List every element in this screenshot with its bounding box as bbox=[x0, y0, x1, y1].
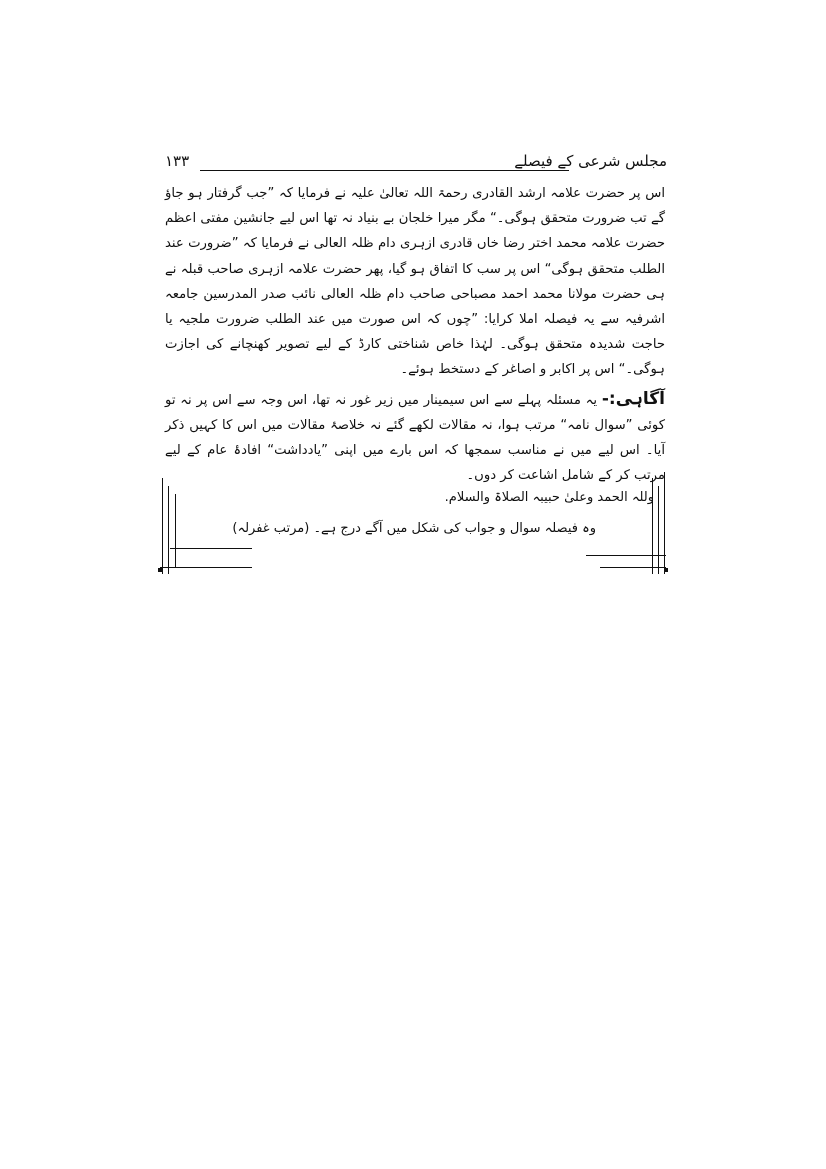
ornament-line bbox=[175, 494, 176, 568]
ornament-line bbox=[658, 486, 659, 574]
ornament-line bbox=[664, 472, 665, 574]
note-text: یہ مسئلہ پہلے سے اس سیمینار میں زیر غور نہ تھا، اس وجہ سے اس پر نہ تو کوئی ”سوال نامہ“ مرتب ہوا، نہ مقالات لکھے گئے نہ خلاصۂ مقالات میں اس کا کہیں ذکر آیا۔ اس لیے میں نے مناسب سمجھا کہ اس بارے میں اپنی ”یادداشت“ افادۂ عام کے لیے مرتب کر کے شامل اشاعت کر دوں۔ bbox=[165, 392, 665, 484]
ornament-line bbox=[160, 567, 252, 568]
ornament-square bbox=[158, 568, 162, 572]
ornament-line bbox=[586, 555, 666, 556]
ornament-line bbox=[168, 486, 169, 574]
closing-praise: وللہ الحمد وعلیٰ حبیبہ الصلاۃ والسلام. bbox=[444, 490, 654, 505]
note-label: آگاہی:- bbox=[601, 388, 665, 409]
ornament-line bbox=[162, 478, 163, 574]
running-title: مجلس شرعی کے فیصلے bbox=[514, 152, 667, 170]
paragraph-ruling: اس پر حضرت علامہ ارشد القادری رحمۃ اللہ تعالیٰ علیہ نے فرمایا کہ ”جب گرفتار ہو جاؤ گے تب ضرورت متحقق ہوگی۔“ مگر میرا خلجان بے بنیاد نہ تھا اس لیے جانشین مفتی اعظم حضرت علامہ محمد اختر رضا خاں قادری ازہری دام ظلہ العالی نے فرمایا کہ ”ضرورت عند الطلب متحقق ہوگی“ اس پر سب کا اتفاق ہو گیا، پھر حضرت علامہ ازہری صاحب قبلہ نے ہی حضرت مولانا محمد احمد مصباحی صاحب دام ظلہ العالی نائب صدر المدرسین جامعہ اشرفیہ سے یہ فیصلہ املا کرایا: ”چوں کہ اس صورت میں عند الطلب ضرورت ملجیہ یا حاجت شدیدہ متحقق ہوگی۔ لہٰذا خاص شناختی کارڈ کے لیے تصویر کھنچانے کی اجازت ہوگی۔“ اس پر اکابر و اصاغر کے دستخط ہوئے۔ bbox=[165, 186, 665, 378]
body-text bbox=[165, 181, 665, 488]
page-header bbox=[162, 152, 667, 174]
paragraph-note bbox=[165, 387, 665, 489]
page-number: ۱۳۳ bbox=[165, 152, 190, 170]
ornament-line bbox=[652, 478, 653, 574]
header-rule bbox=[200, 170, 569, 171]
ornament-line bbox=[170, 548, 252, 549]
ornament-line bbox=[600, 567, 666, 568]
closing-note: وہ فیصلہ سوال و جواب کی شکل میں آگے درج ہے۔ (مرتب غفرلہ) bbox=[232, 521, 596, 536]
ornament-square bbox=[664, 568, 668, 572]
